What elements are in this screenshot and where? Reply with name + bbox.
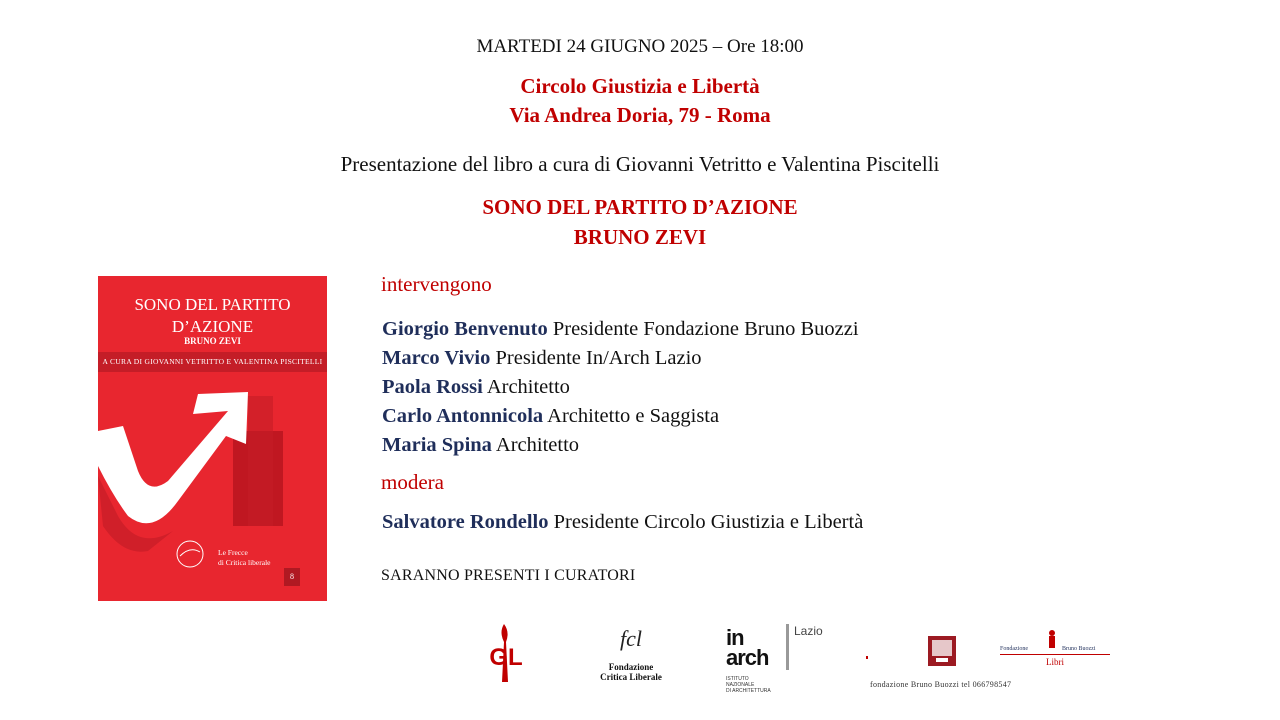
inarch-sub1: ISTITUTO <box>726 676 749 682</box>
cover-series-line1: Le Frecce <box>218 548 248 557</box>
speakers-list <box>382 315 859 460</box>
speaker-role: Architetto <box>495 434 580 456</box>
buozzi-top-right: Bruno Buozzi <box>1062 646 1096 652</box>
cover-title <box>98 294 327 338</box>
moderator-label: modera <box>381 470 444 494</box>
venue-name: Circolo Giustizia e Libertà <box>520 74 760 98</box>
inarch-divider <box>786 624 789 670</box>
buozzi-libri: Libri <box>1046 657 1064 667</box>
speaker-row <box>382 402 859 431</box>
speaker-row <box>382 431 859 460</box>
fcl-logo <box>596 626 666 682</box>
inarch-logo <box>726 624 836 696</box>
speaker-role: Architetto e Saggista <box>547 405 720 427</box>
moderator-row <box>382 511 863 534</box>
book-title-heading: SONO DEL PARTITO D’AZIONE <box>482 195 798 219</box>
cover-series <box>218 548 270 568</box>
speaker-row <box>382 315 859 344</box>
buozzi-figure-icon <box>1046 630 1058 650</box>
fcl-line1: Fondazione <box>608 662 654 672</box>
cover-series-line2: di Critica liberale <box>218 558 271 567</box>
cover-title-line2: D’AZIONE <box>171 317 254 336</box>
book-author-heading: BRUNO ZEVI <box>573 225 707 249</box>
fcl-line2: Critica Liberale <box>600 672 662 682</box>
speaker-role: Architetto <box>486 376 570 398</box>
venue-address: Via Andrea Doria, 79 - Roma <box>509 103 771 127</box>
inarch-mark: in arch <box>726 625 769 670</box>
gl-mark: GL <box>489 644 523 671</box>
speaker-row <box>382 373 859 402</box>
cover-number: 8 <box>284 568 300 586</box>
buozzi-footer: fondazione Bruno Buozzi tel 066798547 <box>870 680 1012 689</box>
buozzi-top-left: Fondazione <box>1000 646 1028 652</box>
speaker-name: Giorgio Benvenuto <box>382 318 548 340</box>
buozzi-dot <box>866 656 868 659</box>
buozzi-logo <box>866 630 1116 692</box>
book-cover <box>98 276 327 601</box>
inarch-region: Lazio <box>794 624 823 638</box>
buozzi-emblem-icon <box>928 636 956 666</box>
gl-logo <box>484 622 528 690</box>
cover-title-line1: SONO DEL PARTITO <box>134 295 291 314</box>
speaker-name: Carlo Antonnicola <box>382 405 544 427</box>
curators-note: SARANNO PRESENTI I CURATORI <box>381 567 636 584</box>
inarch-sub <box>726 676 771 694</box>
speaker-role: Presidente In/Arch Lazio <box>495 347 702 369</box>
speakers-label: intervengono <box>381 272 492 296</box>
cover-author: BRUNO ZEVI <box>184 336 241 346</box>
fcl-mark: fcl <box>620 626 642 651</box>
buozzi-rule <box>1000 654 1110 655</box>
inarch-sub3: DI ARCHITETTURA <box>726 688 771 694</box>
speaker-name: Paola Rossi <box>382 376 483 398</box>
speaker-row <box>382 344 859 373</box>
speaker-name: Marco Vivio <box>382 347 491 369</box>
inarch-sub2: NAZIONALE <box>726 682 755 688</box>
presentation-line: Presentazione del libro a cura di Giovanni Vetritto e Valentina Piscitelli <box>340 152 940 176</box>
speaker-role: Presidente Fondazione Bruno Buozzi <box>552 318 859 340</box>
cover-editors: A CURA DI GIOVANNI VETRITTO E VALENTINA PISCITELLI <box>102 357 323 366</box>
moderator-role: Presidente Circolo Giustizia e Libertà <box>553 511 864 533</box>
speaker-name: Maria Spina <box>382 434 492 456</box>
event-date-time: MARTEDI 24 GIUGNO 2025 – Ore 18:00 <box>476 36 804 57</box>
moderator-name: Salvatore Rondello <box>382 511 549 533</box>
